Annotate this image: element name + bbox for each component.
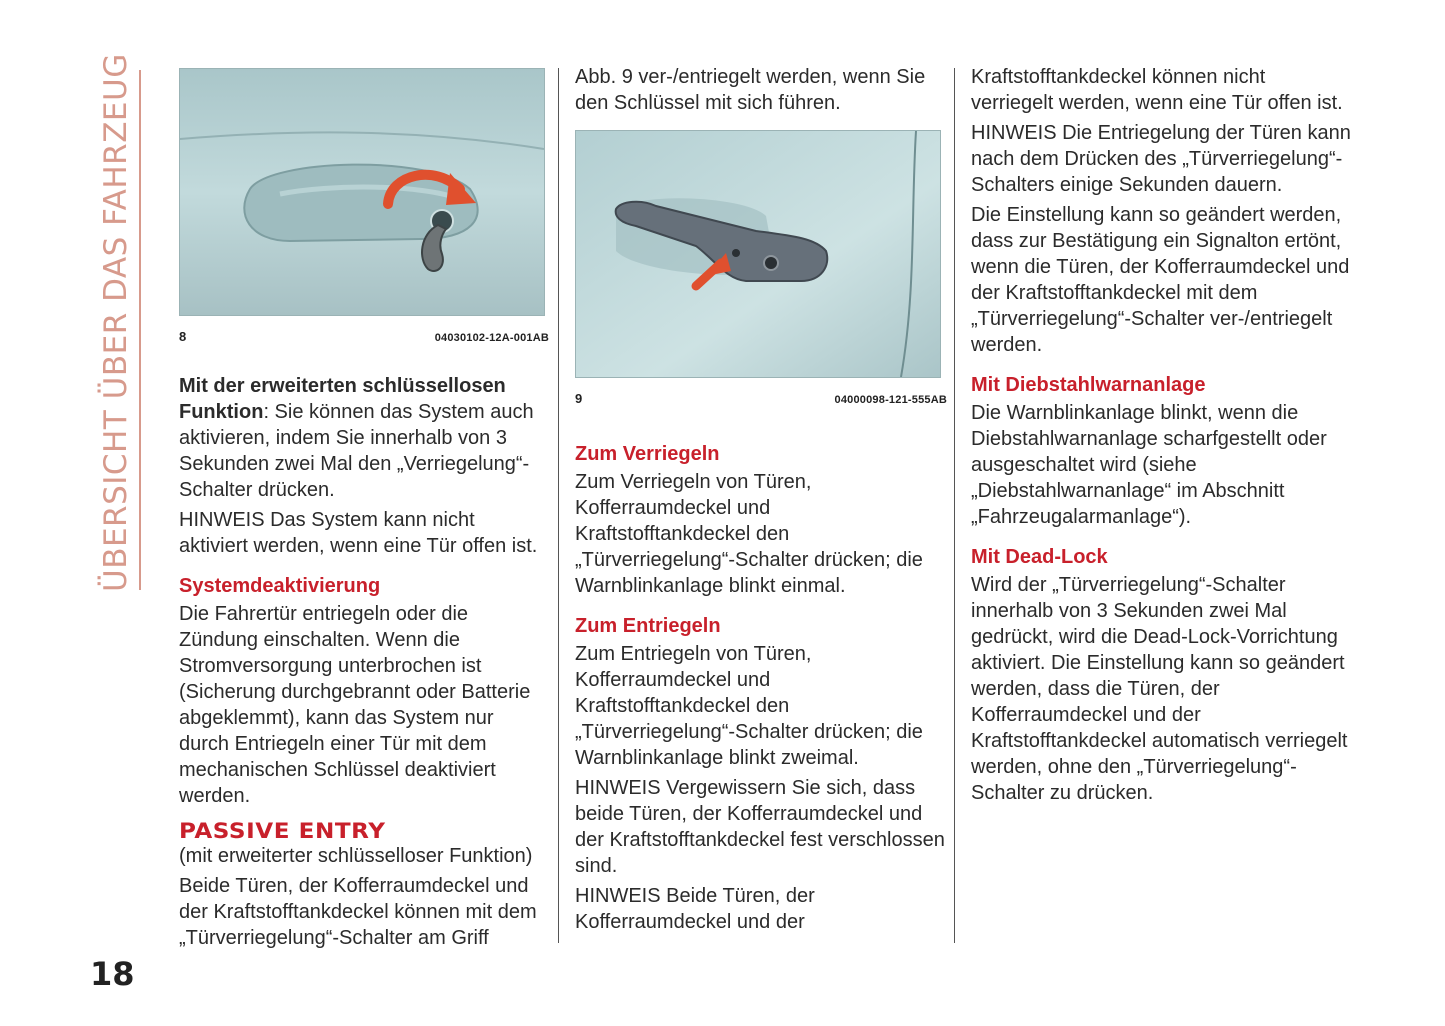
heading-unlock: Zum Entriegeln [575, 615, 721, 637]
para-signal-setting: Die Einstellung kann so geändert werden, dass zur Bestätigung ein Signalton ertönt, wenn die Türen, der Kofferraumdeckel und der Kraftstofftankdeckel mit dem „Türverriegelung“-Schalter ver-/entriegelt werden. [971, 204, 1350, 356]
figure-code: 04030102-12A-001AB [434, 332, 549, 344]
note-both-doors: HINWEIS Beide Türen, der Kofferraumdeckel und der [575, 885, 815, 933]
column-1 [179, 64, 549, 955]
para-continue-col3: Kraftstofftankdeckel können nicht verriegelt werden, wenn eine Tür offen ist. [971, 66, 1343, 114]
intro-text: : Sie können das System auch aktivieren, indem Sie innerhalb von 3 Sekunden zwei Mal den „Verriegelung“-Schalter drücken. [179, 401, 534, 501]
figure-9-lock-button [575, 130, 941, 378]
column-2 [575, 64, 947, 939]
para-system-deactivation: Die Fahrertür entriegeln oder die Zündung einschalten. Wenn die Stromversorgung unterbrochen ist (Sicherung durchgebrannt oder Batterie abgeklemmt), kann das System nur durch Entriegeln einer Tür mit dem mechanischen Schlüssel deaktiviert werden. [179, 603, 531, 807]
note-system: HINWEIS Das System kann nicht aktiviert werden, wenn eine Tür offen ist. [179, 509, 538, 557]
note-unlock-delay: HINWEIS Die Entriegelung der Türen kann nach dem Drücken des „Türverriegelung“-Schalters einige Sekunden dauern. [971, 122, 1351, 196]
column-divider-1 [558, 68, 559, 943]
note-check-closed: HINWEIS Vergewissern Sie sich, dass beide Türen, der Kofferraumdeckel und der Kraftstofftankdeckel fest verschlossen sind. [575, 777, 945, 877]
para-unlock: Zum Entriegeln von Türen, Kofferraumdeckel und Kraftstofftankdeckel den „Türverriegelung“-Schalter drücken; die Warnblinkanlage blinkt zweimal. [575, 643, 923, 769]
heading-dead-lock: Mit Dead-Lock [971, 546, 1108, 568]
figure-8-caption [179, 324, 549, 351]
column-divider-2 [954, 68, 955, 943]
para-passive-entry: Beide Türen, der Kofferraumdeckel und der Kraftstofftankdeckel können mit dem „Türverriegelung“-Schalter am Griff [179, 875, 537, 949]
intro-paragraph [179, 373, 549, 503]
heading-system-deactivation: Systemdeaktivierung [179, 575, 381, 597]
page-number: 18 [90, 955, 135, 993]
figure-9-caption [575, 386, 947, 413]
figure-8-door-handle-key [179, 68, 545, 316]
side-title-rule [139, 70, 141, 590]
heading-lock: Zum Verriegeln [575, 443, 720, 465]
section-side-title: ÜBERSICHT ÜBER DAS FAHRZEUG [98, 53, 134, 592]
figure-number: 8 [179, 329, 187, 344]
para-lock: Zum Verriegeln von Türen, Kofferraumdeckel und Kraftstofftankdeckel den „Türverriegelung“-Schalter drücken; die Warnblinkanlage blinkt einmal. [575, 471, 923, 597]
para-continue-col2: Abb. 9 ver-/entriegelt werden, wenn Sie den Schlüssel mit sich führen. [575, 66, 926, 114]
column-3 [971, 64, 1351, 810]
heading-theft-alarm: Mit Diebstahlwarnanlage [971, 374, 1206, 396]
heading-passive-entry: PASSIVE ENTRY [179, 819, 386, 843]
intro-bold-lead: Mit der erweiterten schlüssellosen Funktion [179, 375, 506, 423]
figure-number: 9 [575, 391, 583, 406]
figure-code: 04000098-121-555AB [834, 394, 947, 406]
para-dead-lock: Wird der „Türverriegelung“-Schalter innerhalb von 3 Sekunden zwei Mal gedrückt, wird die Dead-Lock-Vorrichtung aktiviert. Die Einstellung kann so geändert werden, dass die Türen, der Kofferraumdeckel und der Kraftstofftankdeckel automatisch verriegelt werden, ohne den „Türverriegelung“-Schalter zu drücken. [971, 574, 1348, 804]
door-lock-button-illustration [576, 131, 940, 377]
para-theft-alarm: Die Warnblinkanlage blinkt, wenn die Diebstahlwarnanlage scharfgestellt oder ausgeschaltet wird (siehe „Diebstahlwarnanlage“ im Abschnitt „Fahrzeugalarmanlage“). [971, 402, 1327, 528]
subheading-passive-entry: (mit erweiterter schlüsselloser Funktion) [179, 845, 533, 867]
door-handle-key-illustration [180, 69, 544, 315]
